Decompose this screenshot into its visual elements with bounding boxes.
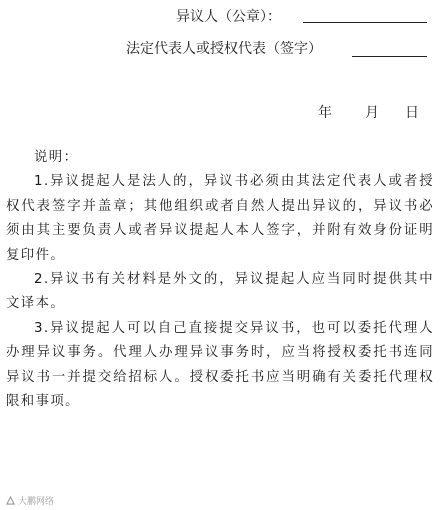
notes-section: [6, 146, 434, 414]
note-paragraph-1: 1.异议提起人是法人的，异议书必须由其法定代表人或者授权代表签字并盖章；其他组织或者自然人提出异议的，异议书必须由其主要负责人或者异议提起人本人签字，并附有效身份证明复印件。: [6, 174, 434, 263]
representative-signature-label: 法定代表人或授权代表（签字）: [126, 41, 322, 57]
date-month: 月: [365, 105, 379, 121]
logo-icon: [6, 496, 15, 505]
objector-seal-label: 异议人（公章）：: [176, 9, 281, 25]
watermark-text: 大鹏网络: [18, 497, 55, 507]
objector-signature-line: [303, 22, 427, 23]
watermark: [6, 494, 54, 507]
note-paragraph-3: 3.异议提起人可以自己直接提交异议书，也可以委托代理人办理异议事务。代理人办理异议事务时，应当将授权委托书连同异议书一并提交给招标人。授权委托书应当明确有关委托代理权限和事项。: [6, 320, 434, 410]
notes-heading: 说明：: [34, 150, 79, 165]
date-year: 年: [318, 105, 332, 121]
date-day: 日: [405, 105, 419, 121]
note-paragraph-2: 2.异议书有关材料是外文的，异议提起人应当同时提供其中文译本。: [6, 272, 434, 312]
representative-signature-line: [352, 56, 427, 57]
